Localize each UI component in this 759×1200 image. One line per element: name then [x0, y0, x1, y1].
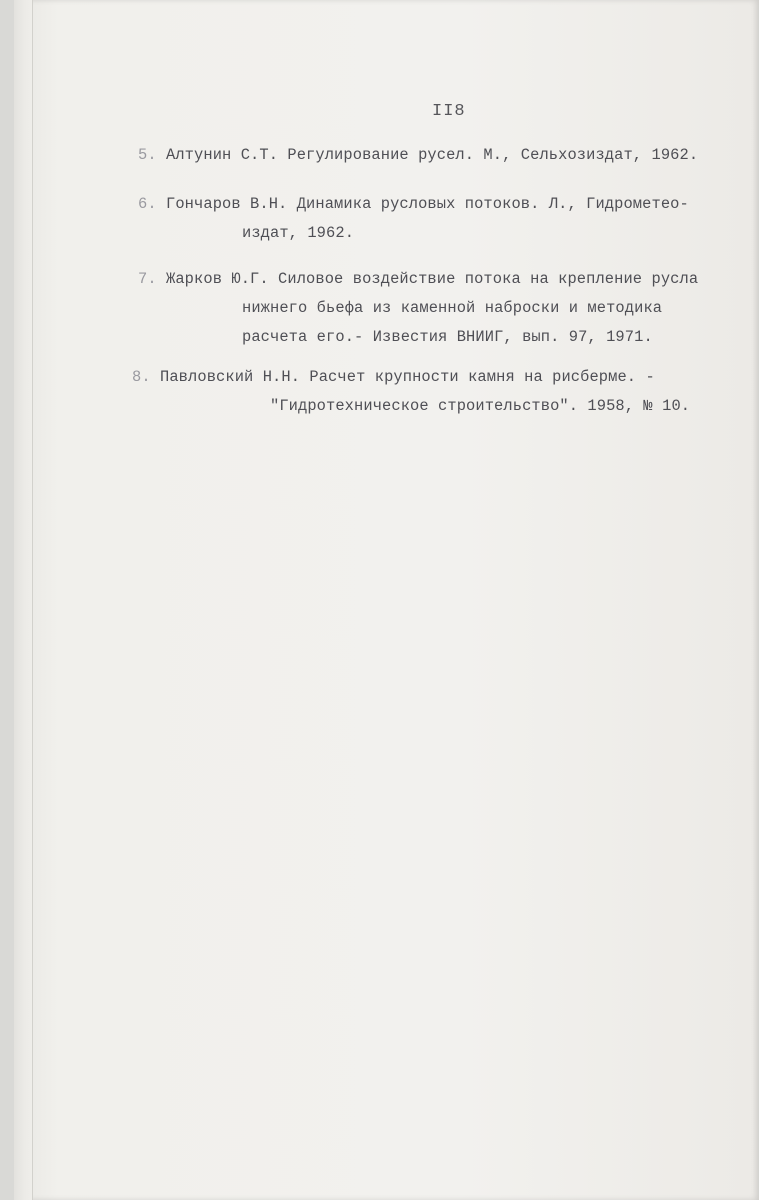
reference-item-6: [138, 190, 689, 248]
reference-line: [138, 265, 698, 294]
reference-item-7: [138, 265, 698, 352]
page-edge: [14, 0, 33, 1200]
reference-number: 6.: [138, 195, 157, 213]
reference-item-8: [132, 363, 690, 421]
page-number: II8: [432, 102, 466, 121]
document-page: [14, 0, 759, 1200]
reference-line: [138, 190, 689, 219]
reference-continuation: "Гидротехническое строительство". 1958, № 10.: [270, 397, 691, 415]
reference-text: Гончаров В.Н. Динамика русловых потоков. Л., Гидрометео-: [166, 195, 689, 213]
reference-line: [138, 141, 698, 170]
reference-continuation: расчета его.- Известия ВНИИГ, вып. 97, 1971.: [242, 328, 653, 346]
reference-text: Павловский Н.Н. Расчет крупности камня на рисберме. -: [160, 368, 655, 386]
reference-number: 8.: [132, 368, 151, 386]
reference-text: Жарков Ю.Г. Силовое воздействие потока на крепление русла: [166, 270, 699, 288]
reference-continuation: нижнего бьефа из каменной наброски и методика: [242, 299, 663, 317]
reference-item-5: [138, 141, 698, 170]
reference-number: 7.: [138, 270, 157, 288]
reference-text: Алтунин С.Т. Регулирование русел. М., Сельхозиздат, 1962.: [166, 146, 699, 164]
reference-line: [132, 363, 690, 392]
reference-continuation: издат, 1962.: [242, 224, 355, 242]
reference-number: 5.: [138, 146, 157, 164]
